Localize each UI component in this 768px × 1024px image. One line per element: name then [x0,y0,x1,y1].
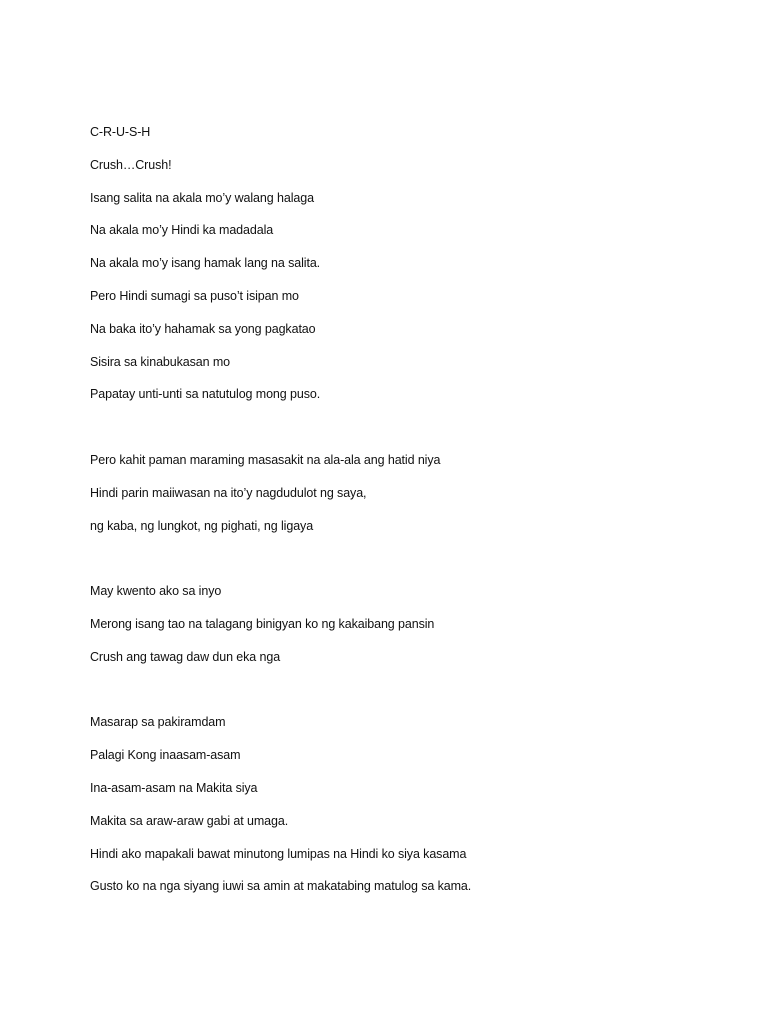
stanza-break [90,682,730,698]
poem-line: ng kaba, ng lungkot, ng pighati, ng ligaya [90,518,314,533]
poem-line: Gusto ko na nga siyang iuwi sa amin at makatabing matulog sa kama. [90,879,472,894]
poem-line: Hindi parin maiiwasan na ito’y nagdudulot ng saya, [90,485,367,500]
stanza-3 [90,583,730,665]
stanza-4 [90,714,730,894]
poem-line: Makita sa araw-araw gabi at umaga. [90,813,289,828]
stanza-break [90,419,730,435]
poem-line: Palagi Kong inaasam-asam [90,748,241,763]
poem-line: Papatay unti-unti sa natutulog mong puso. [90,387,321,402]
stanza-break [90,550,730,566]
stanza-2 [90,452,730,534]
poem-line: Crush…Crush! [90,157,172,172]
poem-line: Na akala mo’y isang hamak lang na salita. [90,256,321,271]
poem-line: May kwento ako sa inyo [90,584,222,599]
poem-line: Na akala mo’y Hindi ka madadala [90,223,274,238]
stanza-1 [90,157,730,403]
poem-line: Masarap sa pakiramdam [90,715,226,730]
poem-line: Merong isang tao na talagang binigyan ko ng kakaibang pansin [90,616,435,631]
poem-line: Hindi ako mapakali bawat minutong lumipas na Hindi ko siya kasama [90,846,467,861]
poem-line: Isang salita na akala mo’y walang halaga [90,190,314,205]
poem-line: Pero Hindi sumagi sa puso’t isipan mo [90,288,299,303]
poem-line: Sisira sa kinabukasan mo [90,354,231,369]
poem-line: Na baka ito’y hahamak sa yong pagkatao [90,321,316,336]
poem-line: Ina-asam-asam na Makita siya [90,780,258,795]
poem-line: Crush ang tawag daw dun eka nga [90,649,281,664]
poem-title: C-R-U-S-H [90,125,151,139]
poem-body [90,124,730,911]
poem-line: Pero kahit paman maraming masasakit na ala-ala ang hatid niya [90,452,441,467]
